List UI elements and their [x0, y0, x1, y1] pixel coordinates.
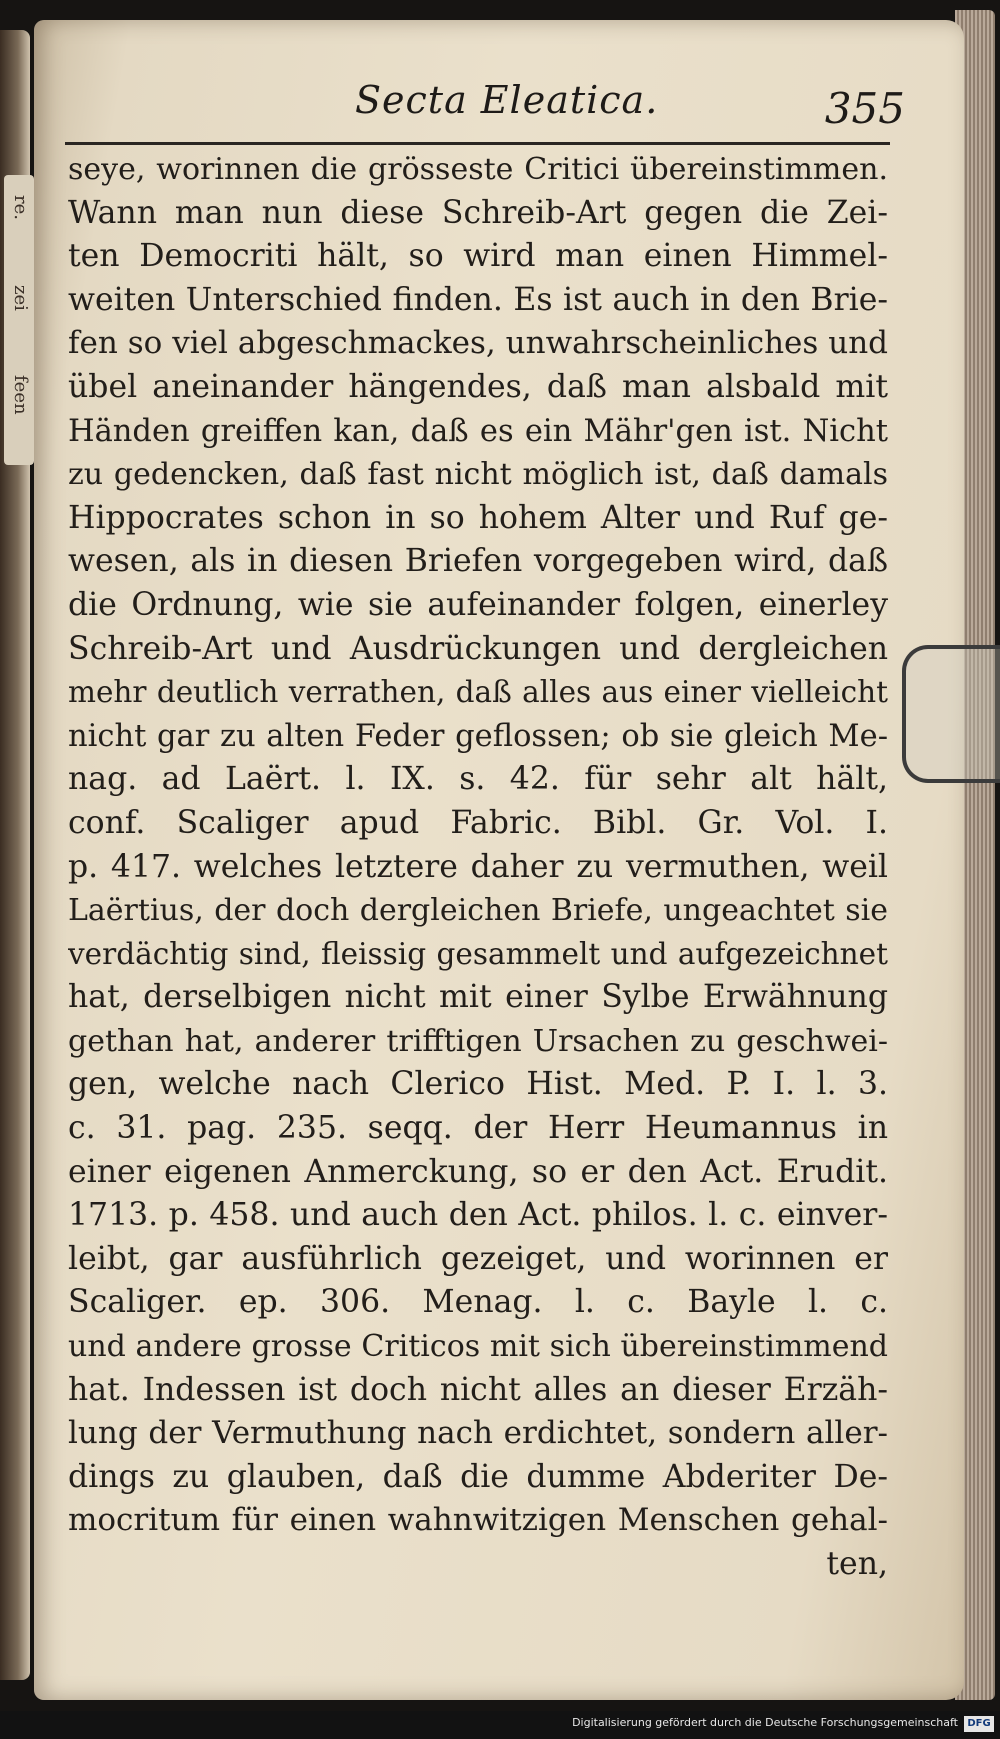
text-line: lung der Vermuthung nach erdichtet, sondern aller-: [68, 1415, 888, 1452]
text-line: seye, worinnen die grösseste Critici übereinstimmen.: [68, 152, 888, 187]
facing-page-fragment: [4, 175, 34, 465]
text-line: mehr deutlich verrathen, daß alles aus einer vielleicht: [68, 675, 888, 710]
text-line: übel aneinander hängendes, daß man alsbald mit: [68, 368, 888, 405]
header-rule: [65, 142, 890, 145]
running-title: Secta Eleatica.: [355, 78, 659, 122]
text-line: hat, derselbigen nicht mit einer Sylbe Erwähnung: [68, 979, 888, 1016]
dfg-logo: DFG: [964, 1716, 994, 1732]
catchword: ten,: [826, 1546, 888, 1582]
text-line: Hippocrates schon in so hohem Alter und Ruf ge-: [68, 499, 888, 536]
facing-page-text: feen: [10, 375, 31, 415]
text-line: die Ordnung, wie sie aufeinander folgen, einerley: [68, 586, 888, 623]
text-line: dings zu glauben, daß die dumme Abderiter De-: [68, 1458, 888, 1495]
facing-page-text: re.: [10, 195, 31, 220]
text-line: fen so viel abgeschmackes, unwahrscheinliches und: [68, 325, 888, 362]
page-clip: [902, 645, 1000, 783]
text-line: verdächtig sind, fleissig gesammelt und aufgezeichnet: [68, 936, 888, 971]
text-line: c. 31. pag. 235. seqq. der Herr Heumannus in: [68, 1110, 888, 1147]
funding-credit: Digitalisierung gefördert durch die Deutsche Forschungsgemeinschaft: [572, 1716, 958, 1729]
body-text: [68, 148, 888, 1587]
text-line: Scaliger. ep. 306. Menag. l. c. Bayle l. c.: [68, 1284, 888, 1321]
text-line: wesen, als in diesen Briefen vorgegeben wird, daß: [68, 543, 888, 580]
text-line: Händen greiffen kan, daß es ein Mähr'gen ist. Nicht: [68, 413, 888, 449]
text-line: zu gedencken, daß fast nicht möglich ist, daß damals: [68, 457, 888, 493]
facing-page-text: zei: [10, 285, 31, 311]
page-header: [355, 78, 915, 138]
text-line: hat. Indessen ist doch nicht alles an dieser Erzäh-: [68, 1371, 888, 1408]
text-line: Schreib-Art und Ausdrückungen und dergleichen: [68, 630, 888, 667]
text-line: p. 417. welches letztere daher zu vermuthen, weil: [68, 848, 888, 885]
text-line: leibt, gar ausführlich gezeiget, und worinnen er: [68, 1240, 888, 1277]
footer-bar: [0, 1711, 1000, 1739]
text-line: conf. Scaliger apud Fabric. Bibl. Gr. Vol. I.: [68, 804, 888, 841]
text-line: gethan hat, anderer trifftigen Ursachen zu geschwei-: [68, 1023, 888, 1059]
text-line: einer eigenen Anmerckung, so er den Act. Erudit.: [68, 1153, 888, 1190]
text-line: nag. ad Laërt. l. IX. s. 42. für sehr alt hält,: [68, 761, 888, 798]
text-line: Laërtius, der doch dergleichen Briefe, ungeachtet sie: [68, 893, 888, 929]
text-line: nicht gar zu alten Feder geflossen; ob sie gleich Me-: [68, 718, 888, 754]
text-line: mocritum für einen wahnwitzigen Menschen gehal-: [68, 1502, 888, 1539]
text-line: Wann man nun diese Schreib-Art gegen die Zei-: [68, 194, 888, 231]
page-number: 355: [824, 84, 905, 133]
text-line: gen, welche nach Clerico Hist. Med. P. I. l. 3.: [68, 1066, 888, 1103]
text-line: weiten Unterschied finden. Es ist auch in den Brie-: [68, 281, 888, 318]
text-line: 1713. p. 458. und auch den Act. philos. l. c. einver-: [68, 1197, 888, 1234]
text-line: und andere grosse Criticos mit sich übereinstimmend: [68, 1329, 888, 1365]
text-line: ten Democriti hält, so wird man einen Himmel-: [68, 238, 888, 275]
